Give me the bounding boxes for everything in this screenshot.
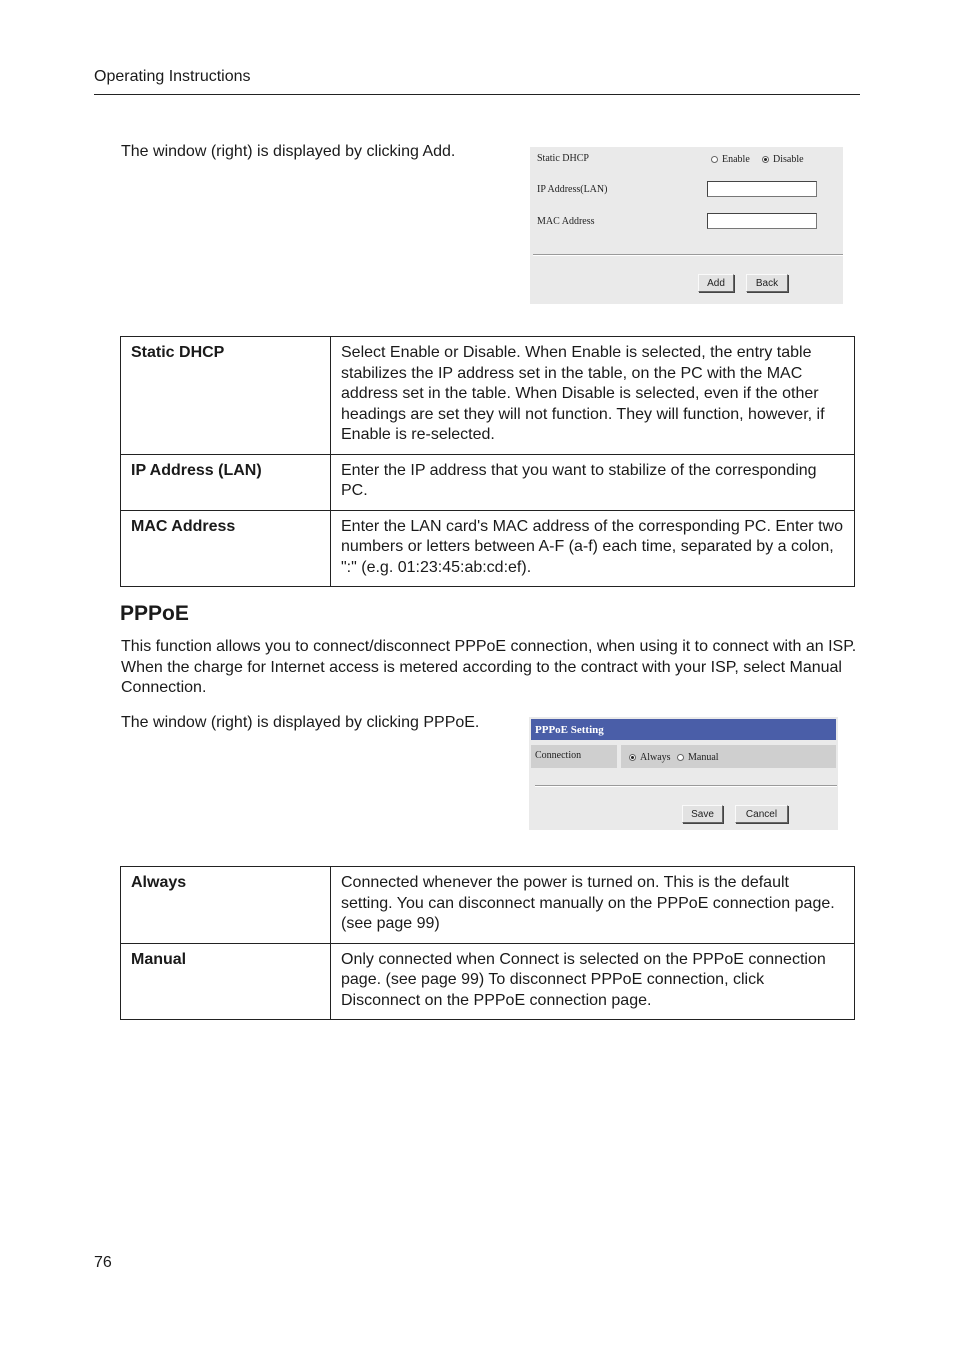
pppoe-setting-window	[529, 717, 838, 830]
term-cell: IP Address (LAN)	[121, 454, 331, 510]
disable-label: Disable	[773, 154, 804, 165]
mac-address-label: MAC Address	[537, 216, 595, 227]
static-dhcp-intro: The window (right) is displayed by clicking Add.	[121, 143, 456, 160]
enable-radio-icon[interactable]	[711, 156, 718, 163]
table-row	[121, 337, 855, 455]
static-dhcp-label: Static DHCP	[537, 153, 589, 164]
term-cell: Manual	[121, 943, 331, 1020]
pppoe-table	[120, 866, 855, 1020]
add-button[interactable]: Add	[698, 274, 734, 292]
table-row	[121, 867, 855, 944]
window-divider	[535, 785, 837, 787]
pppoe-intro: The window (right) is displayed by clicking PPPoE.	[121, 714, 480, 731]
always-radio-icon[interactable]	[629, 754, 636, 761]
ip-address-input[interactable]	[707, 181, 817, 197]
cancel-button[interactable]: Cancel	[735, 805, 788, 823]
description-cell: Select Enable or Disable. When Enable is selected, the entry table stabilizes the IP address set in the table, on the PC with the MAC address set in the table. When Disable is selected, even if the other headings are set they will not function. They will function, however, if Enable is re-selected.	[331, 337, 855, 455]
always-option[interactable]	[629, 752, 671, 763]
connection-label-cell	[531, 745, 617, 768]
pppoe-heading: PPPoE	[120, 602, 189, 625]
enable-option[interactable]	[711, 154, 750, 165]
connection-options-cell	[621, 745, 836, 768]
disable-option[interactable]	[762, 154, 804, 165]
description-cell: Only connected when Connect is selected on the PPPoE connection page. (see page 99) To disconnect PPPoE connection, click Disconnect on the PPPoE connection page.	[331, 943, 855, 1020]
mac-address-input[interactable]	[707, 213, 817, 229]
static-dhcp-window	[530, 147, 843, 304]
static-dhcp-table	[120, 336, 855, 587]
connection-label: Connection	[535, 750, 582, 761]
description-cell: Enter the IP address that you want to stabilize of the corresponding PC.	[331, 454, 855, 510]
pppoe-description: This function allows you to connect/disconnect PPPoE connection, when using it to connect with an ISP. When the charge for Internet access is metered according to the contract with your ISP, select Manual Connection.	[121, 638, 857, 696]
back-button[interactable]: Back	[746, 274, 788, 292]
term-cell: Always	[121, 867, 331, 944]
manual-option[interactable]	[677, 752, 719, 763]
table-row	[121, 943, 855, 1020]
running-header: Operating Instructions	[94, 68, 251, 85]
table-row	[121, 454, 855, 510]
term-cell: Static DHCP	[121, 337, 331, 455]
enable-label: Enable	[722, 154, 750, 165]
pppoe-setting-title-bar: PPPoE Setting	[531, 719, 836, 740]
description-cell: Connected whenever the power is turned on. This is the default setting. You can disconnect manually on the PPPoE connection page. (see page 99)	[331, 867, 855, 944]
header-rule	[94, 94, 860, 95]
always-label: Always	[640, 752, 671, 763]
table-row	[121, 510, 855, 587]
description-cell: Enter the LAN card's MAC address of the corresponding PC. Enter two numbers or letters between A-F (a-f) each time, separated by a colon, ":" (e.g. 01:23:45:ab:cd:ef).	[331, 510, 855, 587]
term-cell: MAC Address	[121, 510, 331, 587]
save-button[interactable]: Save	[682, 805, 723, 823]
manual-label: Manual	[688, 752, 719, 763]
disable-radio-icon[interactable]	[762, 156, 769, 163]
window-divider	[533, 254, 843, 256]
ip-address-label: IP Address(LAN)	[537, 184, 608, 195]
manual-radio-icon[interactable]	[677, 754, 684, 761]
page-number: 76	[94, 1254, 112, 1271]
